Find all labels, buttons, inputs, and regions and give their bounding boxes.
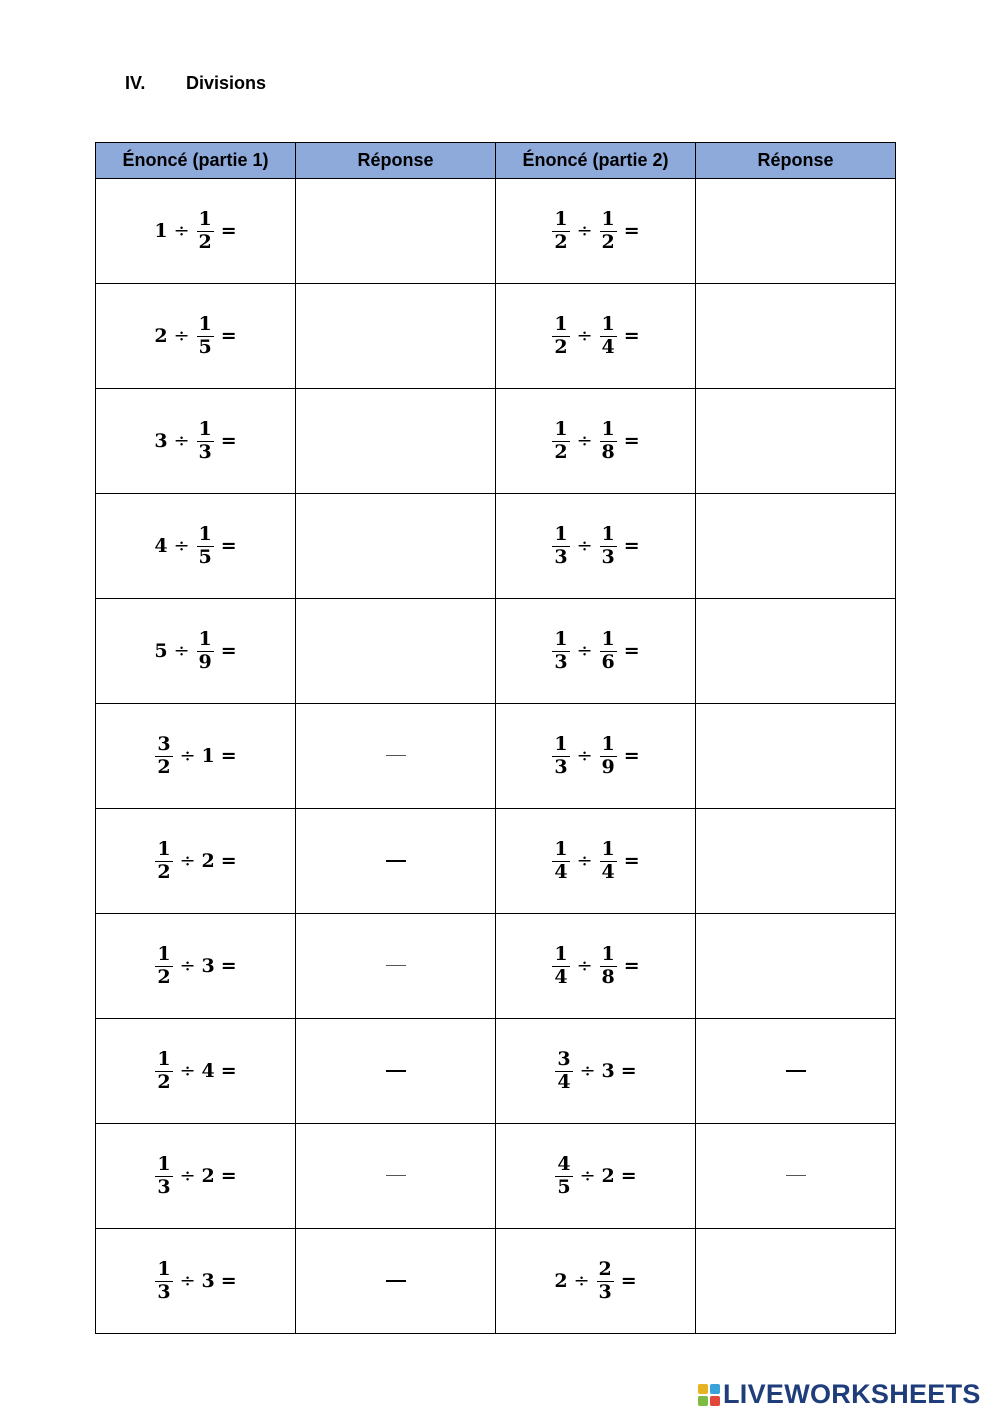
numerator: 1 [554,312,568,335]
section-title: Divisions [186,73,267,93]
equals-sign: = [220,850,237,872]
whole-number: 2 [154,325,168,347]
divide-sign: ÷ [573,1270,590,1292]
header-statement-part-1: Énoncé (partie 1) [96,143,296,179]
table-row [96,389,896,494]
section-number: IV. [125,73,146,93]
denominator: 4 [554,860,568,883]
answer-cell[interactable] [696,494,896,599]
fraction [197,417,214,463]
division-expression [551,207,640,253]
divide-sign: ÷ [179,1165,196,1187]
answer-cell[interactable] [696,704,896,809]
denominator: 3 [554,755,568,778]
statement-cell-part-2 [496,1019,696,1124]
denominator: 3 [601,545,615,568]
division-expression [554,1152,637,1198]
table-row [96,284,896,389]
numerator: 1 [157,1257,171,1280]
whole-number: 5 [154,640,168,662]
table-row [96,179,896,284]
fraction [552,522,569,568]
denominator: 5 [198,545,212,568]
answer-cell[interactable] [696,599,896,704]
numerator: 1 [601,837,615,860]
table-row [96,704,896,809]
statement-cell-part-2 [496,284,696,389]
numerator: 1 [601,627,615,650]
answer-cell[interactable] [296,914,496,1019]
answer-cell[interactable] [296,599,496,704]
whole-number: 3 [154,430,168,452]
fraction [600,207,617,253]
fraction [155,1047,172,1093]
statement-cell-part-1 [96,914,296,1019]
equals-sign: = [220,325,237,347]
divide-sign: ÷ [179,745,196,767]
fraction [155,732,172,778]
table-row [96,914,896,1019]
denominator: 4 [601,335,615,358]
numerator: 3 [557,1047,571,1070]
numerator: 1 [554,627,568,650]
equals-sign: = [220,1060,237,1082]
numerator: 1 [601,312,615,335]
whole-number: 2 [601,1165,615,1187]
division-expression [551,942,640,988]
equals-sign: = [620,1165,637,1187]
whole-number: 4 [201,1060,215,1082]
whole-number: 3 [201,1270,215,1292]
denominator: 5 [198,335,212,358]
division-expression [551,417,640,463]
fraction [600,942,617,988]
statement-cell-part-2 [496,809,696,914]
division-expression [154,837,237,883]
fraction-bar-bold[interactable] [386,1280,406,1283]
fraction [552,312,569,358]
denominator: 4 [554,965,568,988]
statement-cell-part-1 [96,1019,296,1124]
answer-cell[interactable] [696,1229,896,1334]
denominator: 9 [198,650,212,673]
divide-sign: ÷ [576,850,593,872]
numerator: 1 [554,942,568,965]
answer-cell[interactable] [296,1229,496,1334]
equals-sign: = [623,850,640,872]
answer-cell[interactable] [296,704,496,809]
denominator: 2 [198,230,212,253]
fraction [552,732,569,778]
numerator: 1 [198,207,212,230]
equals-sign: = [623,745,640,767]
numerator: 1 [601,732,615,755]
fraction-bar-thin[interactable] [786,1175,806,1176]
divide-sign: ÷ [179,1270,196,1292]
divide-sign: ÷ [576,325,593,347]
statement-cell-part-2 [496,704,696,809]
logo-mark-icon [698,1384,720,1406]
fraction [197,522,214,568]
answer-cell[interactable] [296,809,496,914]
statement-cell-part-2 [496,389,696,494]
numerator: 1 [601,942,615,965]
answer-cell[interactable] [696,179,896,284]
equals-sign: = [220,640,237,662]
divisions-table [95,142,896,1334]
fraction [552,627,569,673]
numerator: 1 [554,417,568,440]
whole-number: 2 [201,1165,215,1187]
fraction [552,837,569,883]
statement-cell-part-1 [96,284,296,389]
numerator: 1 [157,1047,171,1070]
denominator: 8 [601,965,615,988]
numerator: 1 [554,522,568,545]
denominator: 3 [554,650,568,673]
whole-number: 2 [554,1270,568,1292]
table-header-row [96,143,896,179]
equals-sign: = [220,1165,237,1187]
denominator: 2 [157,860,171,883]
equals-sign: = [220,535,237,557]
divide-sign: ÷ [179,850,196,872]
statement-cell-part-2 [496,1229,696,1334]
divide-sign: ÷ [579,1060,596,1082]
numerator: 1 [198,627,212,650]
statement-cell-part-1 [96,179,296,284]
numerator: 1 [157,942,171,965]
division-expression [154,207,237,253]
numerator: 1 [157,837,171,860]
denominator: 4 [601,860,615,883]
table-row [96,1124,896,1229]
statement-cell-part-1 [96,704,296,809]
answer-cell[interactable] [696,1019,896,1124]
equals-sign: = [220,745,237,767]
statement-cell-part-1 [96,494,296,599]
fraction [555,1047,572,1093]
fraction [600,417,617,463]
divide-sign: ÷ [576,430,593,452]
fraction-bar-thin[interactable] [386,755,406,756]
statement-cell-part-1 [96,809,296,914]
divide-sign: ÷ [173,535,190,557]
division-expression [554,1047,637,1093]
equals-sign: = [220,955,237,977]
answer-cell[interactable] [696,389,896,494]
division-expression [154,1047,237,1093]
denominator: 2 [157,965,171,988]
divide-sign: ÷ [576,535,593,557]
denominator: 2 [554,440,568,463]
fraction [552,417,569,463]
section-heading [125,73,266,94]
division-expression [154,522,237,568]
equals-sign: = [623,430,640,452]
equals-sign: = [623,955,640,977]
statement-cell-part-1 [96,599,296,704]
fraction [600,312,617,358]
equals-sign: = [220,1270,237,1292]
fraction [552,942,569,988]
equals-sign: = [623,535,640,557]
header-statement-part-2: Énoncé (partie 2) [496,143,696,179]
denominator: 3 [598,1280,612,1303]
answer-cell[interactable] [296,179,496,284]
denominator: 2 [554,230,568,253]
denominator: 4 [557,1070,571,1093]
denominator: 9 [601,755,615,778]
division-expression [554,1257,637,1303]
liveworksheets-logo [698,1379,981,1410]
division-expression [154,1152,237,1198]
answer-cell[interactable] [696,914,896,1019]
denominator: 2 [554,335,568,358]
fraction [197,312,214,358]
division-expression [551,522,640,568]
division-expression [551,732,640,778]
fraction [555,1152,572,1198]
numerator: 1 [198,417,212,440]
divide-sign: ÷ [576,220,593,242]
fraction-bar-bold[interactable] [386,1070,406,1073]
equals-sign: = [220,430,237,452]
divide-sign: ÷ [576,640,593,662]
whole-number: 1 [201,745,215,767]
denominator: 5 [557,1175,571,1198]
statement-cell-part-1 [96,389,296,494]
numerator: 1 [198,522,212,545]
numerator: 1 [601,522,615,545]
statement-cell-part-2 [496,179,696,284]
answer-cell[interactable] [696,1124,896,1229]
table-row [96,599,896,704]
division-expression [154,627,237,673]
whole-number: 3 [201,955,215,977]
divide-sign: ÷ [173,220,190,242]
numerator: 1 [198,312,212,335]
fraction [155,837,172,883]
equals-sign: = [220,220,237,242]
numerator: 1 [157,1152,171,1175]
denominator: 8 [601,440,615,463]
divide-sign: ÷ [173,430,190,452]
fraction-bar-bold[interactable] [786,1070,806,1073]
fraction [600,627,617,673]
denominator: 3 [554,545,568,568]
fraction [552,207,569,253]
numerator: 1 [554,207,568,230]
answer-cell[interactable] [696,809,896,914]
division-expression [551,627,640,673]
table-row [96,1229,896,1334]
divide-sign: ÷ [179,955,196,977]
answer-cell[interactable] [296,494,496,599]
fraction [197,627,214,673]
denominator: 3 [198,440,212,463]
division-expression [154,417,237,463]
statement-cell-part-2 [496,494,696,599]
denominator: 3 [157,1175,171,1198]
divide-sign: ÷ [173,325,190,347]
division-expression [551,312,640,358]
fraction [155,1152,172,1198]
fraction [597,1257,614,1303]
numerator: 1 [554,732,568,755]
statement-cell-part-1 [96,1124,296,1229]
equals-sign: = [620,1270,637,1292]
divide-sign: ÷ [179,1060,196,1082]
answer-cell[interactable] [296,389,496,494]
equals-sign: = [620,1060,637,1082]
divide-sign: ÷ [173,640,190,662]
answer-cell[interactable] [296,284,496,389]
statement-cell-part-2 [496,1124,696,1229]
logo-text: LIVEWORKSHEETS [723,1379,981,1409]
numerator: 3 [157,732,171,755]
whole-number: 4 [154,535,168,557]
whole-number: 2 [201,850,215,872]
table-row [96,494,896,599]
fraction [600,732,617,778]
numerator: 1 [601,207,615,230]
statement-cell-part-1 [96,1229,296,1334]
numerator: 2 [598,1257,612,1280]
numerator: 1 [601,417,615,440]
answer-cell[interactable] [696,284,896,389]
equals-sign: = [623,325,640,347]
equals-sign: = [623,640,640,662]
denominator: 3 [157,1280,171,1303]
whole-number: 1 [154,220,168,242]
denominator: 2 [601,230,615,253]
division-expression [551,837,640,883]
numerator: 4 [557,1152,571,1175]
fraction [600,837,617,883]
answer-cell[interactable] [296,1124,496,1229]
numerator: 1 [554,837,568,860]
divide-sign: ÷ [579,1165,596,1187]
division-expression [154,732,237,778]
denominator: 2 [157,1070,171,1093]
table-row [96,1019,896,1124]
fraction [197,207,214,253]
division-expression [154,312,237,358]
answer-cell[interactable] [296,1019,496,1124]
header-answer-2: Réponse [696,143,896,179]
fraction [600,522,617,568]
fraction-bar-bold[interactable] [386,860,406,863]
table-row [96,809,896,914]
fraction [155,942,172,988]
divide-sign: ÷ [576,745,593,767]
division-expression [154,942,237,988]
denominator: 2 [157,755,171,778]
header-answer-1: Réponse [296,143,496,179]
fraction-bar-thin[interactable] [386,1175,406,1176]
statement-cell-part-2 [496,599,696,704]
fraction [155,1257,172,1303]
division-expression [154,1257,237,1303]
whole-number: 3 [601,1060,615,1082]
fraction-bar-thin[interactable] [386,965,406,966]
denominator: 6 [601,650,615,673]
statement-cell-part-2 [496,914,696,1019]
equals-sign: = [623,220,640,242]
divide-sign: ÷ [576,955,593,977]
